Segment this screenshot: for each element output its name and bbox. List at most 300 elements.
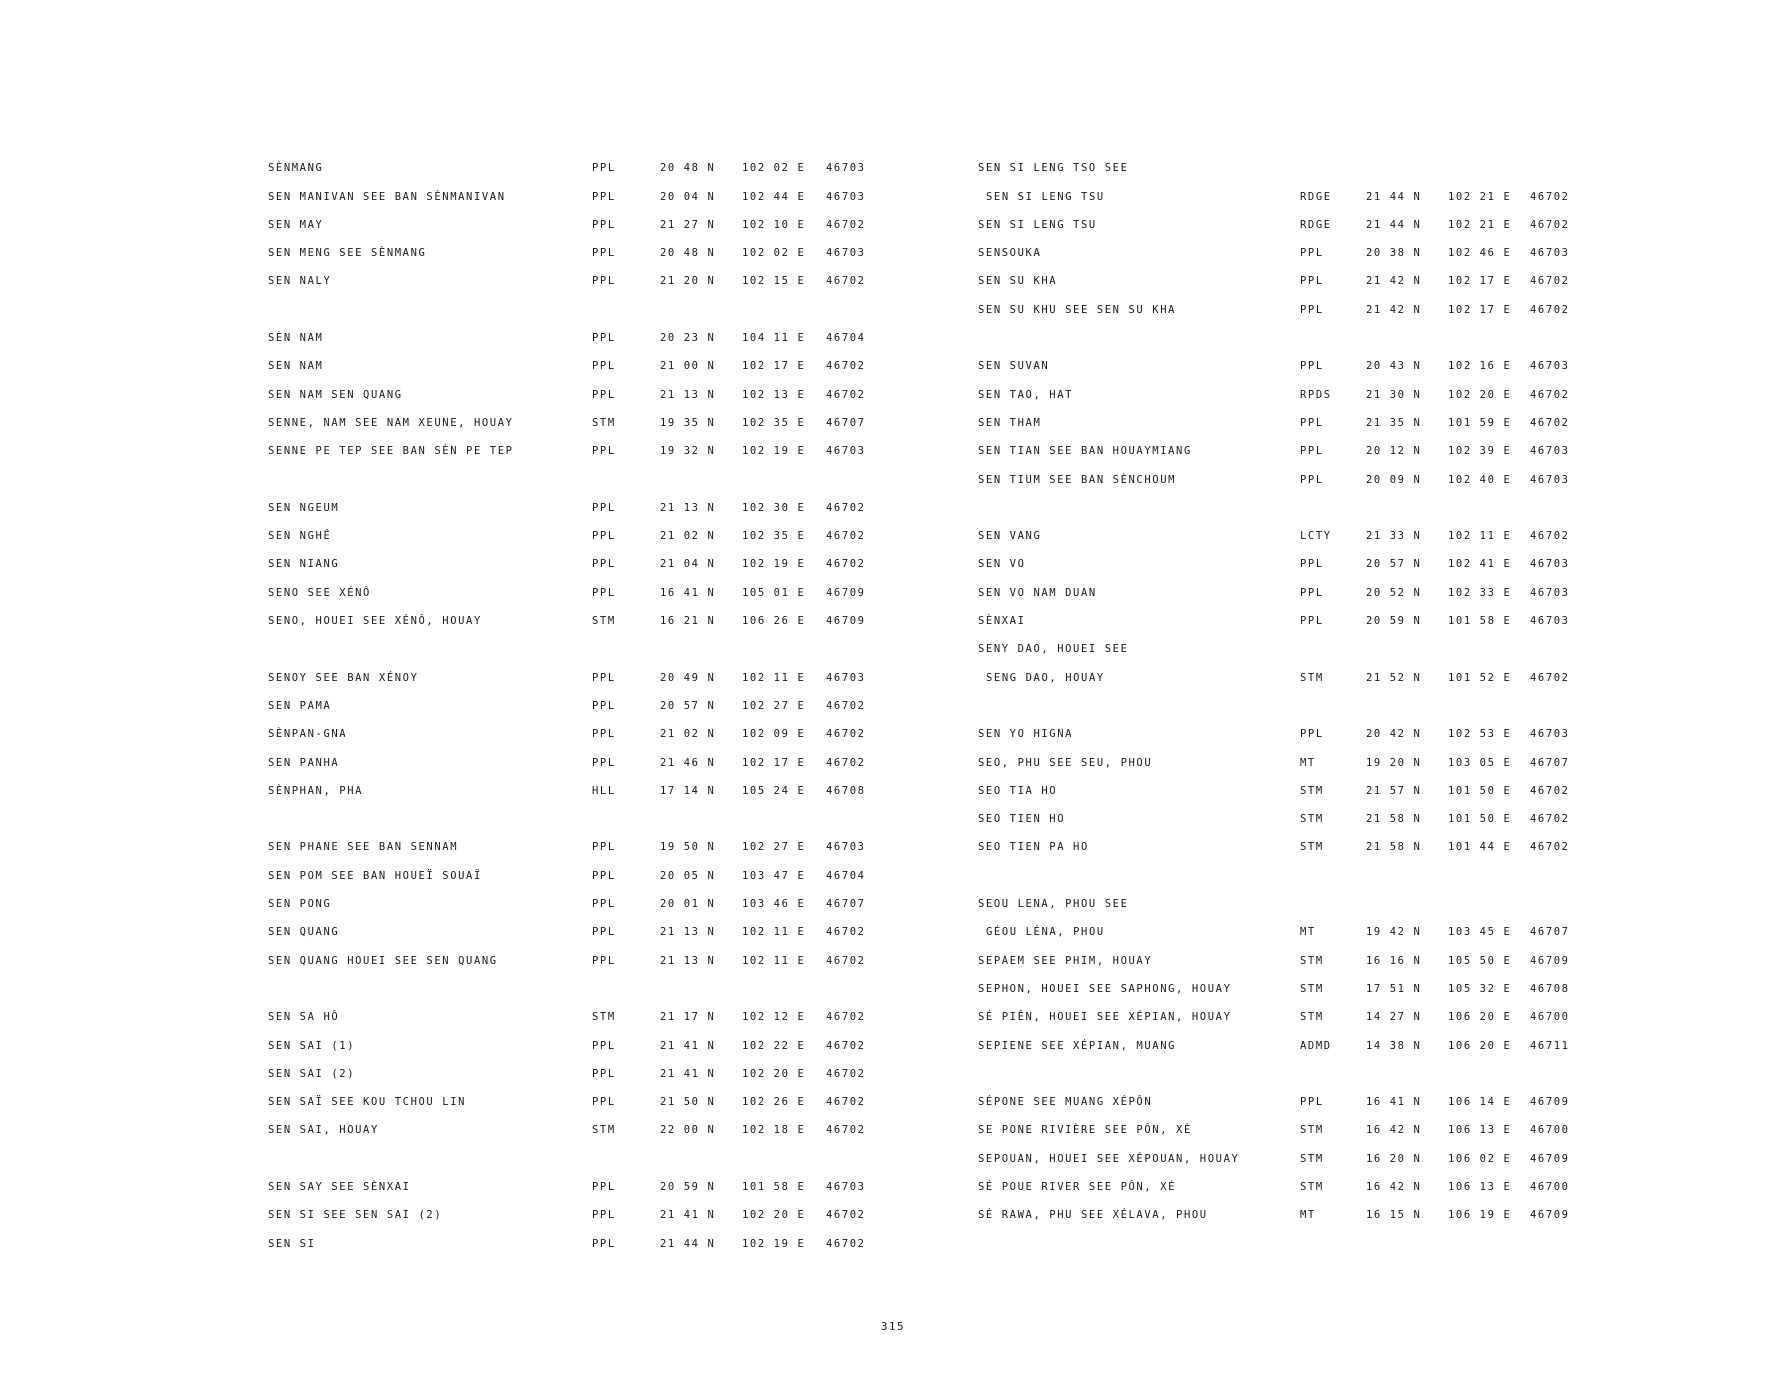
longitude: 103 05 E: [1448, 756, 1512, 769]
latitude: 20 42 N: [1366, 728, 1422, 741]
map-sheet-number: 46703: [1530, 473, 1570, 486]
place-name: SEN QUANG: [268, 926, 340, 939]
feature-designation: PPL: [592, 530, 616, 543]
longitude: 101 58 E: [1448, 615, 1512, 628]
map-sheet-number: 46708: [1530, 982, 1570, 995]
place-name: SEN VO: [978, 558, 1026, 571]
feature-designation: PPL: [1300, 275, 1324, 288]
map-sheet-number: 46702: [826, 1124, 866, 1137]
latitude: 19 32 N: [660, 445, 716, 458]
place-name: SENSOUKA: [978, 247, 1042, 260]
map-sheet-number: 46703: [1530, 445, 1570, 458]
gazetteer-entry: [978, 825, 1590, 853]
gazetteer-entry: [978, 401, 1590, 429]
longitude: 102 19 E: [742, 558, 806, 571]
longitude: 102 53 E: [1448, 728, 1512, 741]
gazetteer-entry: [268, 514, 886, 542]
longitude: 106 19 E: [1448, 1209, 1512, 1222]
gazetteer-entry: [268, 655, 886, 683]
place-name: SÉ RAWA, PHU SEE XÉLAVA, PHOU: [978, 1209, 1208, 1222]
latitude: 22 00 N: [660, 1124, 716, 1137]
map-sheet-number: 46702: [826, 530, 866, 543]
latitude: 21 44 N: [660, 1237, 716, 1250]
latitude: 21 41 N: [660, 1209, 716, 1222]
place-name: SEN POM SEE BAN HOUEÏ SOUAÏ: [268, 869, 482, 882]
gazetteer-entry: [978, 1136, 1590, 1164]
map-sheet-number: 46703: [1530, 558, 1570, 571]
gazetteer-entry: [978, 740, 1590, 768]
map-sheet-number: 46703: [1530, 615, 1570, 628]
longitude: 102 16 E: [1448, 360, 1512, 373]
place-name: SEN SA HÔ: [268, 1011, 340, 1024]
gazetteer-entry: [978, 599, 1590, 627]
longitude: 101 44 E: [1448, 841, 1512, 854]
place-name: SEPIENE SEE XÉPIAN, MUANG: [978, 1039, 1177, 1052]
place-name: SEPOUAN, HOUEI SEE XÉPOUAN, HOUAY: [978, 1152, 1240, 1165]
place-name: SEN SAI (2): [268, 1067, 356, 1080]
gazetteer-entry: [268, 1023, 886, 1051]
latitude: 21 44 N: [1366, 190, 1422, 203]
feature-designation: PPL: [592, 558, 616, 571]
place-name: SEPHON, HOUEI SEE SAPHONG, HOUAY: [978, 982, 1232, 995]
place-name: SÈN NAM: [268, 332, 324, 345]
place-name: SEO TIEN PA HO: [978, 841, 1089, 854]
map-sheet-number: 46700: [1530, 1180, 1570, 1193]
map-sheet-number: 46708: [826, 784, 866, 797]
latitude: 20 48 N: [660, 162, 716, 175]
latitude: 19 20 N: [1366, 756, 1422, 769]
feature-designation: STM: [1300, 1180, 1324, 1193]
longitude: 102 17 E: [742, 360, 806, 373]
place-name: SÈNMANG: [268, 162, 324, 175]
gazetteer-entry: [268, 344, 886, 372]
latitude: 21 42 N: [1366, 303, 1422, 316]
latitude: 16 21 N: [660, 615, 716, 628]
feature-designation: STM: [592, 615, 616, 628]
gazetteer-entry: [978, 967, 1590, 995]
entry-spacer: [978, 486, 1590, 514]
place-name: SEN SAY SEE SÈNXAI: [268, 1180, 411, 1193]
gazetteer-entry: [268, 1108, 886, 1136]
gazetteer-entry: [268, 259, 886, 287]
map-sheet-number: 46702: [826, 1039, 866, 1052]
longitude: 102 27 E: [742, 841, 806, 854]
map-sheet-number: 46702: [826, 1237, 866, 1250]
place-name: SÈNPHAN, PHA: [268, 784, 364, 797]
latitude: 21 44 N: [1366, 218, 1422, 231]
latitude: 16 42 N: [1366, 1124, 1422, 1137]
place-name: SEN NAM: [268, 360, 324, 373]
latitude: 20 05 N: [660, 869, 716, 882]
latitude: 20 12 N: [1366, 445, 1422, 458]
longitude: 102 10 E: [742, 218, 806, 231]
latitude: 20 09 N: [1366, 473, 1422, 486]
longitude: 105 01 E: [742, 586, 806, 599]
gazetteer-entry: [978, 429, 1590, 457]
longitude: 102 22 E: [742, 1039, 806, 1052]
feature-designation: PPL: [592, 756, 616, 769]
map-sheet-number: 46711: [1530, 1039, 1570, 1052]
map-sheet-number: 46700: [1530, 1011, 1570, 1024]
feature-designation: STM: [1300, 982, 1324, 995]
latitude: 20 43 N: [1366, 360, 1422, 373]
feature-designation: LCTY: [1300, 530, 1332, 543]
feature-designation: PPL: [1300, 360, 1324, 373]
feature-designation: PPL: [592, 728, 616, 741]
place-name: SEOU LENA, PHOU SEE: [978, 898, 1129, 911]
feature-designation: PPL: [592, 926, 616, 939]
place-name: SEN NALY: [268, 275, 332, 288]
feature-designation: PPL: [592, 869, 616, 882]
feature-designation: STM: [1300, 784, 1324, 797]
place-name: SEN VO NAM DUAN: [978, 586, 1097, 599]
longitude: 102 18 E: [742, 1124, 806, 1137]
gazetteer-entry: [268, 231, 886, 259]
latitude: 16 41 N: [1366, 1096, 1422, 1109]
gazetteer-entry: [268, 882, 886, 910]
longitude: 102 27 E: [742, 699, 806, 712]
place-name: SÈNXAI: [978, 615, 1026, 628]
latitude: 19 42 N: [1366, 926, 1422, 939]
place-name: SEN QUANG HOUEI SEE SEN QUANG: [268, 954, 498, 967]
map-sheet-number: 46702: [1530, 275, 1570, 288]
longitude: 105 50 E: [1448, 954, 1512, 967]
gazetteer-entry: [978, 1080, 1590, 1108]
latitude: 21 17 N: [660, 1011, 716, 1024]
longitude: 102 41 E: [1448, 558, 1512, 571]
entry-spacer: [978, 1052, 1590, 1080]
feature-designation: STM: [592, 416, 616, 429]
feature-designation: PPL: [592, 218, 616, 231]
map-sheet-number: 46707: [1530, 926, 1570, 939]
place-name: SEPAEM SEE PHIM, HOUAY: [978, 954, 1153, 967]
place-name: SEN MENG SEE SÈNMANG: [268, 247, 427, 260]
place-name: SENG DAO, HOUAY: [986, 671, 1105, 684]
latitude: 21 13 N: [660, 954, 716, 967]
longitude: 101 52 E: [1448, 671, 1512, 684]
map-sheet-number: 46703: [1530, 586, 1570, 599]
gazetteer-entry: [268, 570, 886, 598]
feature-designation: PPL: [1300, 586, 1324, 599]
gazetteer-entry: [268, 684, 886, 712]
place-name: SEN SU KHU SEE SEN SU KHA: [978, 303, 1177, 316]
map-sheet-number: 46702: [826, 218, 866, 231]
latitude: 21 52 N: [1366, 671, 1422, 684]
map-sheet-number: 46709: [826, 586, 866, 599]
map-sheet-number: 46703: [1530, 728, 1570, 741]
place-name: SENO SEE XÉNÔ: [268, 586, 371, 599]
latitude: 21 04 N: [660, 558, 716, 571]
place-name: SEN SI SEE SEN SAI (2): [268, 1209, 443, 1222]
longitude: 102 11 E: [1448, 530, 1512, 543]
feature-designation: STM: [1300, 841, 1324, 854]
map-sheet-number: 46703: [826, 190, 866, 203]
latitude: 21 57 N: [1366, 784, 1422, 797]
longitude: 102 30 E: [742, 501, 806, 514]
map-sheet-number: 46709: [1530, 1152, 1570, 1165]
longitude: 102 17 E: [1448, 303, 1512, 316]
feature-designation: PPL: [592, 1209, 616, 1222]
latitude: 21 13 N: [660, 926, 716, 939]
feature-designation: PPL: [592, 671, 616, 684]
gazetteer-entry: [268, 1221, 886, 1249]
latitude: 20 59 N: [1366, 615, 1422, 628]
gazetteer-entry: [978, 514, 1590, 542]
map-sheet-number: 46703: [826, 247, 866, 260]
map-sheet-number: 46702: [826, 501, 866, 514]
longitude: 102 20 E: [742, 1067, 806, 1080]
gazetteer-entry: [978, 938, 1590, 966]
feature-designation: STM: [1300, 671, 1324, 684]
map-sheet-number: 46702: [1530, 784, 1570, 797]
latitude: 19 35 N: [660, 416, 716, 429]
latitude: 19 50 N: [660, 841, 716, 854]
longitude: 102 11 E: [742, 926, 806, 939]
map-sheet-number: 46702: [1530, 388, 1570, 401]
feature-designation: PPL: [592, 190, 616, 203]
feature-designation: PPL: [592, 360, 616, 373]
longitude: 105 32 E: [1448, 982, 1512, 995]
longitude: 102 17 E: [1448, 275, 1512, 288]
place-name: SÉ PIÊN, HOUEI SEE XÉPIAN, HOUAY: [978, 1011, 1232, 1024]
latitude: 21 41 N: [660, 1067, 716, 1080]
entry-spacer: [268, 287, 886, 315]
place-name: SÈNPAN-GNA: [268, 728, 348, 741]
longitude: 102 44 E: [742, 190, 806, 203]
latitude: 21 41 N: [660, 1039, 716, 1052]
feature-designation: PPL: [592, 1237, 616, 1250]
feature-designation: PPL: [592, 162, 616, 175]
gazetteer-entry: [978, 372, 1590, 400]
place-name: SEN SAÏ SEE KOU TCHOU LIN: [268, 1096, 467, 1109]
longitude: 102 09 E: [742, 728, 806, 741]
gazetteer-entry: [268, 174, 886, 202]
latitude: 20 23 N: [660, 332, 716, 345]
feature-designation: PPL: [592, 898, 616, 911]
place-name: SE PONE RIVIÈRE SEE PÔN, XÈ: [978, 1124, 1192, 1137]
latitude: 21 58 N: [1366, 813, 1422, 826]
gazetteer-entry: [268, 995, 886, 1023]
place-name: SEN PONG: [268, 898, 332, 911]
latitude: 21 13 N: [660, 501, 716, 514]
gazetteer-entry: [268, 372, 886, 400]
longitude: 102 39 E: [1448, 445, 1512, 458]
latitude: 21 35 N: [1366, 416, 1422, 429]
entry-spacer: [268, 457, 886, 485]
map-sheet-number: 46702: [826, 388, 866, 401]
longitude: 106 02 E: [1448, 1152, 1512, 1165]
longitude: 106 26 E: [742, 615, 806, 628]
longitude: 102 02 E: [742, 247, 806, 260]
feature-designation: HLL: [592, 784, 616, 797]
latitude: 21 50 N: [660, 1096, 716, 1109]
place-name: SENNE PE TEP SEE BAN SÈN PE TEP: [268, 445, 514, 458]
latitude: 16 41 N: [660, 586, 716, 599]
longitude: 103 46 E: [742, 898, 806, 911]
longitude: 102 20 E: [742, 1209, 806, 1222]
feature-designation: RPDS: [1300, 388, 1332, 401]
latitude: 21 20 N: [660, 275, 716, 288]
gazetteer-entry: [978, 231, 1590, 259]
place-name: SEO, PHU SEE SEU, PHOU: [978, 756, 1153, 769]
gazetteer-entry: [268, 429, 886, 457]
entry-spacer: [268, 1136, 886, 1164]
feature-designation: MT: [1300, 1209, 1316, 1222]
feature-designation: PPL: [592, 586, 616, 599]
longitude: 103 45 E: [1448, 926, 1512, 939]
entry-spacer: [268, 797, 886, 825]
gazetteer-entry: [268, 712, 886, 740]
map-sheet-number: 46702: [826, 954, 866, 967]
longitude: 102 19 E: [742, 445, 806, 458]
longitude: 102 21 E: [1448, 190, 1512, 203]
entry-spacer: [978, 316, 1590, 344]
feature-designation: ADMD: [1300, 1039, 1332, 1052]
place-name: SEN SI LENG TSU: [986, 190, 1105, 203]
place-name: SEN PANHA: [268, 756, 340, 769]
longitude: 102 15 E: [742, 275, 806, 288]
map-sheet-number: 46702: [1530, 416, 1570, 429]
feature-designation: PPL: [592, 388, 616, 401]
map-sheet-number: 46703: [826, 445, 866, 458]
longitude: 102 46 E: [1448, 247, 1512, 260]
entry-spacer: [978, 853, 1590, 881]
feature-designation: STM: [1300, 1011, 1324, 1024]
latitude: 14 38 N: [1366, 1039, 1422, 1052]
latitude: 16 16 N: [1366, 954, 1422, 967]
place-name: SÉ POUE RIVER SEE PÔN, XÉ: [978, 1180, 1177, 1193]
gazetteer-entry: [978, 1165, 1590, 1193]
map-sheet-number: 46702: [1530, 303, 1570, 316]
gazetteer-entry: [978, 797, 1590, 825]
latitude: 20 04 N: [660, 190, 716, 203]
gazetteer-entry: [268, 740, 886, 768]
place-name: SEN NGEUM: [268, 501, 340, 514]
latitude: 21 33 N: [1366, 530, 1422, 543]
place-name: SENO, HOUEI SEE XÉNÔ, HOUAY: [268, 615, 482, 628]
latitude: 21 46 N: [660, 756, 716, 769]
gazetteer-entry: [978, 655, 1590, 683]
map-sheet-number: 46702: [826, 926, 866, 939]
gazetteer-entry: [978, 882, 1590, 910]
gazetteer-entry: [268, 486, 886, 514]
gazetteer-entry: [978, 259, 1590, 287]
longitude: 102 33 E: [1448, 586, 1512, 599]
map-sheet-number: 46702: [1530, 813, 1570, 826]
map-sheet-number: 46709: [826, 615, 866, 628]
place-name: SÉPONE SEE MUANG XÉPÔN: [978, 1096, 1153, 1109]
gazetteer-entry: [978, 174, 1590, 202]
place-name: SEN THAM: [978, 416, 1042, 429]
feature-designation: STM: [592, 1124, 616, 1137]
longitude: 101 50 E: [1448, 813, 1512, 826]
gazetteer-entry: [268, 1165, 886, 1193]
gazetteer-entry: [268, 316, 886, 344]
longitude: 103 47 E: [742, 869, 806, 882]
gazetteer-entry: [268, 401, 886, 429]
feature-designation: RDGE: [1300, 190, 1332, 203]
longitude: 101 50 E: [1448, 784, 1512, 797]
latitude: 21 27 N: [660, 218, 716, 231]
map-sheet-number: 46709: [1530, 954, 1570, 967]
latitude: 16 20 N: [1366, 1152, 1422, 1165]
map-sheet-number: 46703: [1530, 360, 1570, 373]
feature-designation: PPL: [592, 247, 616, 260]
longitude: 106 14 E: [1448, 1096, 1512, 1109]
map-sheet-number: 46703: [826, 1180, 866, 1193]
entry-spacer: [978, 684, 1590, 712]
latitude: 21 02 N: [660, 530, 716, 543]
feature-designation: STM: [1300, 813, 1324, 826]
feature-designation: PPL: [1300, 247, 1324, 260]
longitude: 102 35 E: [742, 416, 806, 429]
latitude: 20 01 N: [660, 898, 716, 911]
place-name: SEN SUVAN: [978, 360, 1050, 373]
place-name: SEN TAO, HAT: [978, 388, 1074, 401]
feature-designation: PPL: [1300, 558, 1324, 571]
longitude: 104 11 E: [742, 332, 806, 345]
feature-designation: PPL: [1300, 615, 1324, 628]
place-name: SEN SI LENG TSO SEE: [978, 162, 1129, 175]
map-sheet-number: 46702: [826, 1067, 866, 1080]
feature-designation: PPL: [592, 501, 616, 514]
feature-designation: STM: [1300, 954, 1324, 967]
longitude: 101 58 E: [742, 1180, 806, 1193]
map-sheet-number: 46702: [826, 1011, 866, 1024]
feature-designation: PPL: [592, 841, 616, 854]
feature-designation: PPL: [592, 699, 616, 712]
latitude: 21 58 N: [1366, 841, 1422, 854]
map-sheet-number: 46702: [826, 558, 866, 571]
latitude: 16 15 N: [1366, 1209, 1422, 1222]
map-sheet-number: 46707: [1530, 756, 1570, 769]
map-sheet-number: 46702: [826, 728, 866, 741]
map-sheet-number: 46709: [1530, 1096, 1570, 1109]
map-sheet-number: 46702: [826, 360, 866, 373]
feature-designation: PPL: [592, 954, 616, 967]
place-name: SENNE, NAM SEE NAM XEUNE, HOUAY: [268, 416, 514, 429]
gazetteer-entry: [268, 599, 886, 627]
place-name: SEN SI: [268, 1237, 316, 1250]
place-name: SEN VANG: [978, 530, 1042, 543]
gazetteer-entry: [978, 712, 1590, 740]
map-sheet-number: 46700: [1530, 1124, 1570, 1137]
feature-designation: PPL: [1300, 728, 1324, 741]
place-name: SEN PHANE SEE BAN SENNAM: [268, 841, 459, 854]
gazetteer-entry: [978, 1023, 1590, 1051]
gazetteer-entry: [268, 853, 886, 881]
longitude: 102 11 E: [742, 671, 806, 684]
page-number: 315: [880, 1320, 906, 1333]
gazetteer-entry: [978, 457, 1590, 485]
feature-designation: RDGE: [1300, 218, 1332, 231]
map-sheet-number: 46702: [826, 1209, 866, 1222]
feature-designation: MT: [1300, 756, 1316, 769]
longitude: 102 40 E: [1448, 473, 1512, 486]
longitude: 102 20 E: [1448, 388, 1512, 401]
entry-spacer: [268, 627, 886, 655]
gazetteer-entry: [978, 344, 1590, 372]
place-name: SEN SU KHA: [978, 275, 1058, 288]
place-name: GÉOU LÉNA, PHOU: [986, 926, 1105, 939]
gazetteer-entry: [268, 146, 886, 174]
place-name: SEN NGHÊ: [268, 530, 332, 543]
feature-designation: PPL: [1300, 445, 1324, 458]
gazetteer-entry: [978, 910, 1590, 938]
place-name: SEN PAMA: [268, 699, 332, 712]
map-sheet-number: 46707: [826, 898, 866, 911]
longitude: 101 59 E: [1448, 416, 1512, 429]
